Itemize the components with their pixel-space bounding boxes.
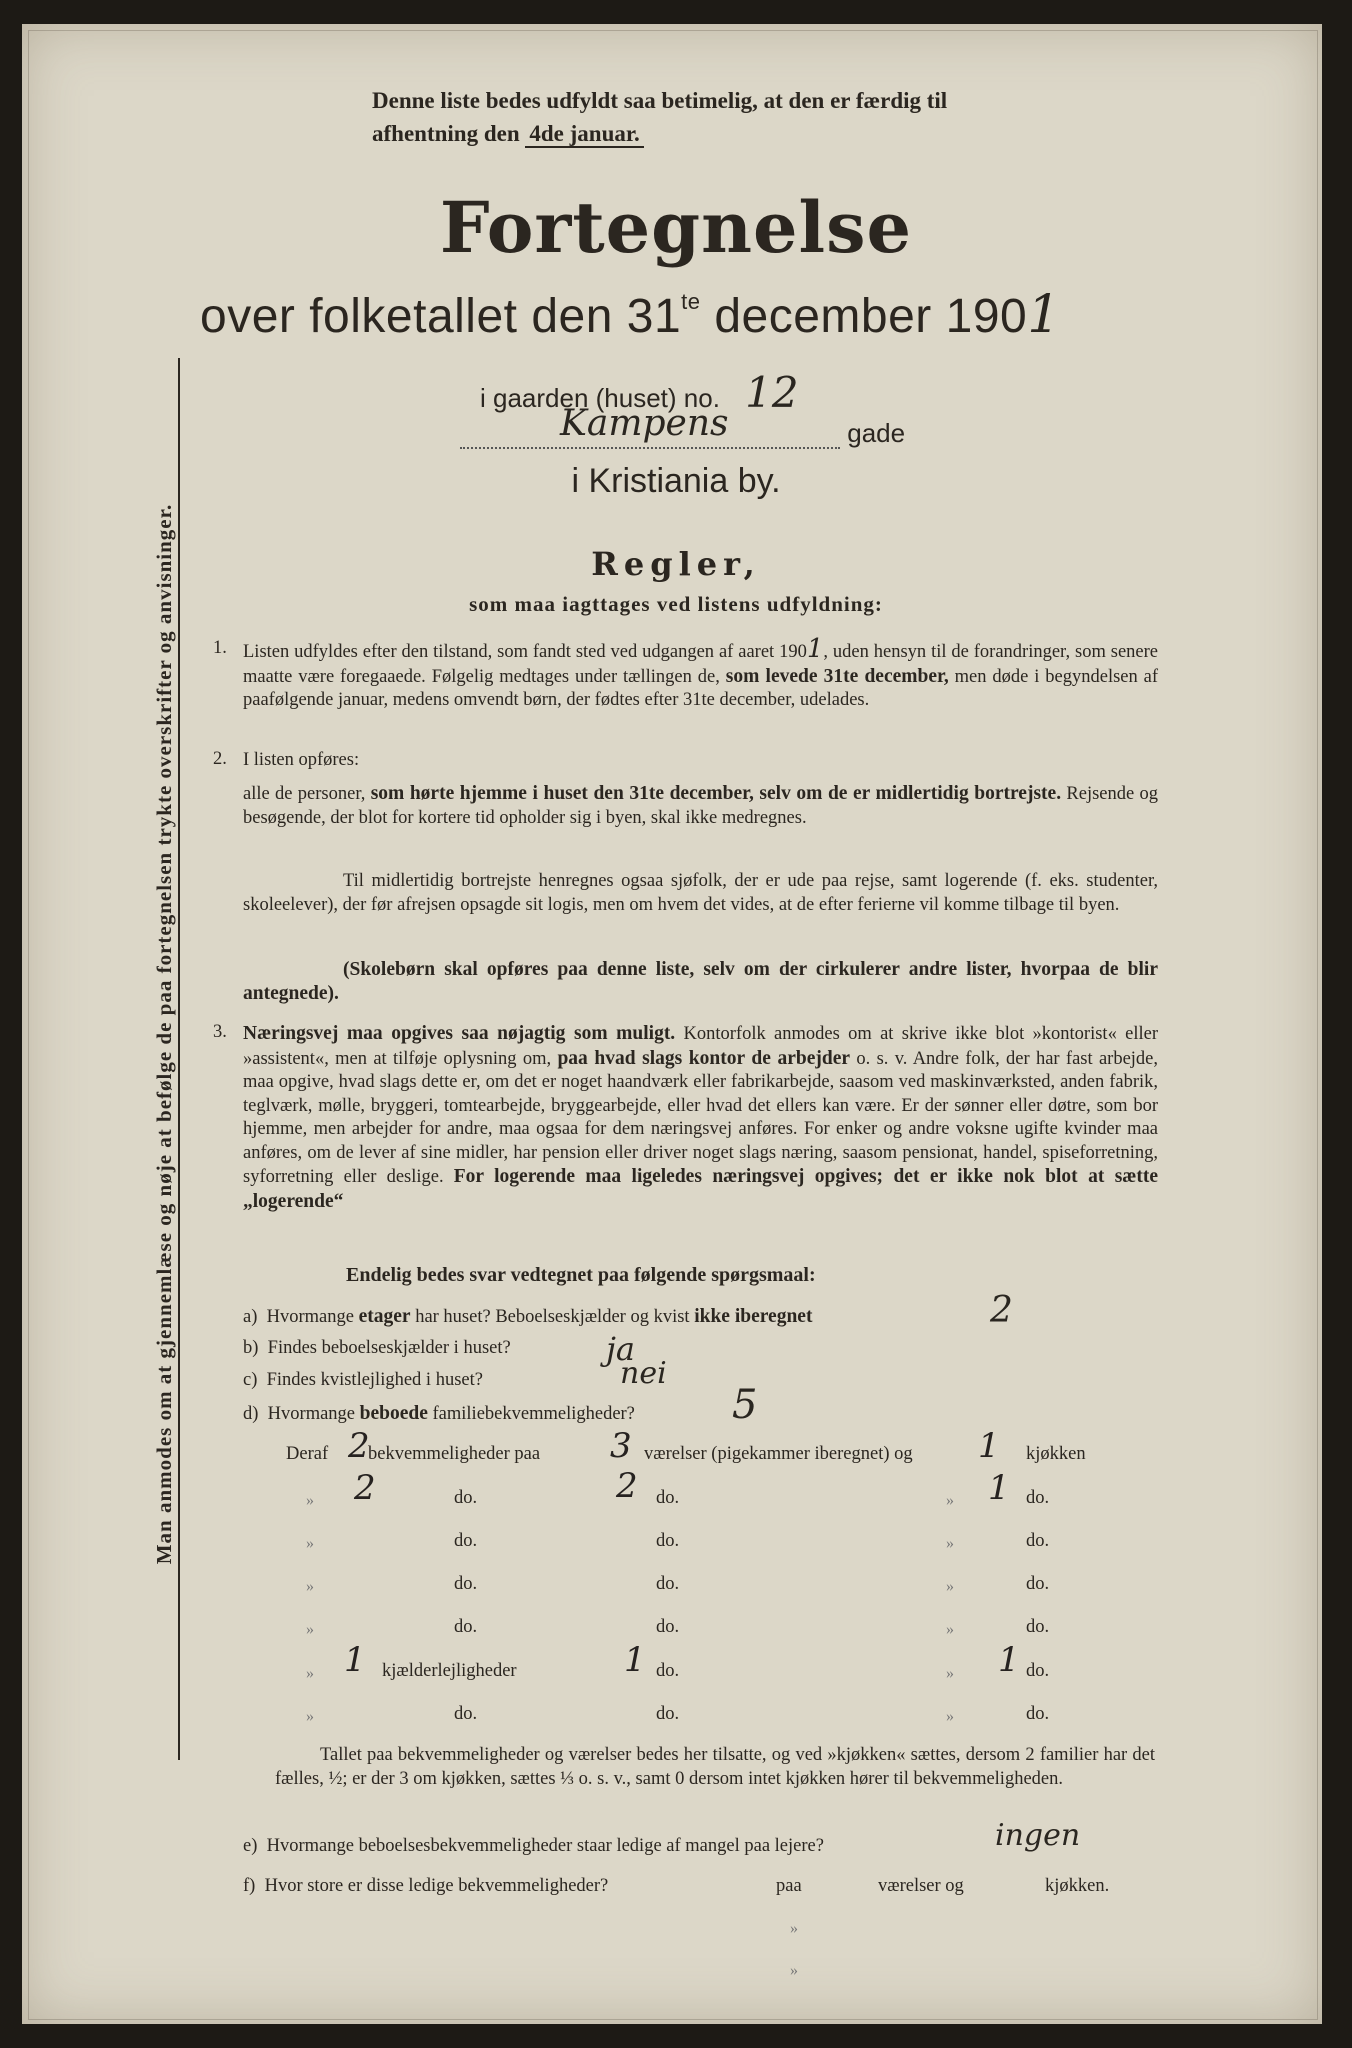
answer-c-handwritten: nei xyxy=(620,1356,667,1391)
question-c-text: Findes kvistlejlighed i huset? xyxy=(266,1370,483,1390)
question-d-part-1: Hvormange xyxy=(267,1404,356,1424)
rule-1-text xyxy=(243,634,1159,713)
dwelling-header-kjok: kjøkken xyxy=(1026,1444,1086,1464)
ditto-mark: » xyxy=(306,1665,314,1682)
pickup-notice xyxy=(372,84,1172,150)
subtitle-prefix: over folketallet den 31 xyxy=(200,290,682,343)
answer-e-handwritten: ingen xyxy=(995,1818,1081,1853)
dwelling-header-vaer: værelser (pigekammer iberegnet) og xyxy=(644,1444,913,1464)
rule-3-bold-2: paa hvad slags kontor de arbejder xyxy=(557,1047,851,1069)
census-subtitle xyxy=(200,285,1160,345)
rule-2-bold: som hørte hjemme i huset den 31te december, selv om de er midlertidig bortrejste. xyxy=(370,783,1062,804)
dwelling-table xyxy=(286,1426,1156,1725)
question-f-label: f) xyxy=(243,1876,256,1896)
question-f-kjokken: kjøkken. xyxy=(1045,1876,1110,1896)
house-number-handwritten: 12 xyxy=(745,368,799,417)
question-f-paa: paa xyxy=(776,1876,802,1896)
deadline-date: 4de januar. xyxy=(525,121,643,148)
ditto-label: do. xyxy=(454,1617,478,1637)
ditto-mark: » xyxy=(946,1665,954,1682)
answer-d-handwritten: 5 xyxy=(732,1382,758,1428)
rule-3-bold-1: Næringsvej maa opgives saa nøjagtig som muligt. xyxy=(243,1023,676,1044)
rules-title: Regler, xyxy=(591,545,761,583)
dwelling-row-1-rooms: 3 xyxy=(610,1426,632,1466)
ditto-label: do. xyxy=(1026,1617,1050,1637)
question-d-label: d) xyxy=(243,1404,259,1424)
dwelling-row-1-kitchen: 1 xyxy=(978,1426,1000,1466)
dwelling-header-bekv: bekvemmeligheder paa xyxy=(368,1444,541,1464)
page-title: Fortegnelse xyxy=(439,186,913,269)
dwelling-row-6-rooms: 1 xyxy=(624,1640,646,1680)
rule-1-number: 1. xyxy=(213,638,227,658)
question-a xyxy=(243,1306,812,1328)
question-a-part-1: Hvormange xyxy=(266,1307,354,1327)
question-b-label: b) xyxy=(243,1338,259,1358)
notice-line-2: afhentning den xyxy=(372,121,520,146)
ditto-mark: » xyxy=(790,1920,798,1937)
ditto-label: do. xyxy=(656,1488,680,1508)
rule-3-text xyxy=(243,1022,1158,1214)
ditto-label: do. xyxy=(656,1617,680,1637)
rule-1-part-3: men døde i begyndelsen af paafølgende januar, medens omvendt børn, der fødtes efter 31te december, udelades. xyxy=(243,666,1159,710)
question-c xyxy=(243,1370,483,1391)
dwelling-row-2-count: 2 xyxy=(354,1468,376,1508)
rule-3-part-2: o. s. v. Andre folk, der har fast arbejde, maa opgive, hvad slags dette er, om det er noget haandværk eller fabrikarbejde, saasom ved maskinværksted, anden fabrik, teglværk, mølle, bryggeri, tomtearbejde, bryggearbejde, eller hvad det ellers kan være. Er der sønner eller døtre, som bor hjemme, men arbejder for andre, maa ogsaa for dem næringsvej anføres. For enker og andre voksne ugifte kvinder maa anføres, om de lever af sine midler, har pension eller driver noget slags næring, saasom pensionat, handel, spiseforretning, syforretning eller deslige. xyxy=(243,1048,1159,1187)
street-suffix: gade xyxy=(847,418,906,448)
ditto-label: do. xyxy=(1026,1488,1050,1508)
question-d-bold: beboede xyxy=(359,1403,428,1424)
rule-2-para-3: (Skolebørn skal opføres paa denne liste, selv om der cirkulerer andre lister, hvorpaa de blir antegnede). xyxy=(243,959,1158,1004)
dwelling-row-2-rooms: 2 xyxy=(616,1466,638,1506)
ditto-label: do. xyxy=(656,1661,680,1681)
questions-intro: Endelig bedes svar vedtegnet paa følgende spørgsmaal: xyxy=(346,1264,816,1286)
ditto-mark: » xyxy=(790,1962,798,1979)
question-b xyxy=(243,1338,511,1359)
answer-b-handwritten: ja xyxy=(606,1330,635,1368)
cellar-label: kjælderlejligheder xyxy=(382,1661,517,1681)
street-dotted-field xyxy=(460,403,840,449)
question-e xyxy=(243,1836,824,1857)
question-f-vaerelser: værelser og xyxy=(878,1876,964,1896)
subtitle-suffix: december 190 xyxy=(714,290,1028,343)
ditto-label: do. xyxy=(656,1704,680,1724)
ditto-mark: » xyxy=(306,1708,314,1725)
question-f xyxy=(243,1876,608,1897)
question-a-bold-1: etager xyxy=(358,1306,411,1327)
handwritten-year: 1 xyxy=(1027,285,1061,345)
rule-2-part-2: Rejsende og besøgende, der blot for kortere tid opholder sig i byen, skal ikke medregnes. xyxy=(243,784,1159,828)
ditto-mark: » xyxy=(946,1621,954,1638)
rule-2-part-1: alle de personer, xyxy=(243,784,366,804)
dwelling-row-6-kitchen: 1 xyxy=(998,1640,1020,1680)
ditto-mark: » xyxy=(306,1492,314,1509)
rule-2-para-2: Til midlertidig bortrejste henregnes ogsaa sjøfolk, der er ude paa rejse, samt logerende (f. eks. studenter, skoleelever), der før afrejsen opsagde sit logis, men om hvem det vides, at de efter ferierne vil komme tilbage til byen. xyxy=(243,871,1158,915)
question-d-part-2: familiebekvemmeligheder? xyxy=(432,1404,635,1424)
sidebar-instruction: Man anmodes om at gjennemlæse og nøje at befølge de paa fortegnelsen trykte overskrifter og anvisninger. xyxy=(152,503,176,1565)
ditto-label: do. xyxy=(454,1531,478,1551)
rule-3-number: 3. xyxy=(213,1022,227,1042)
ditto-label: do. xyxy=(656,1531,680,1551)
house-label: i gaarden (huset) no. xyxy=(480,383,720,413)
dwelling-row-2-kitchen: 1 xyxy=(988,1468,1010,1508)
question-a-part-2: har huset? Beboelseskjælder og kvist xyxy=(415,1307,690,1327)
rule-3-part-1: Kontorfolk anmodes om at skrive ikke blot »kontorist« eller »assistent«, men at tilføje oplysning om, xyxy=(243,1024,1158,1069)
ditto-mark: » xyxy=(306,1578,314,1595)
ditto-label: do. xyxy=(1026,1531,1050,1551)
question-d xyxy=(243,1403,635,1425)
rule-2-intro: I listen opføres: xyxy=(243,750,360,770)
question-a-label: a) xyxy=(243,1307,258,1327)
ditto-label: do. xyxy=(454,1574,478,1594)
ditto-mark: » xyxy=(306,1535,314,1552)
notice-line-1: Denne liste bedes udfyldt saa betimelig, at den er færdig til xyxy=(372,88,948,113)
question-b-text: Findes beboelseskjælder i huset? xyxy=(267,1338,511,1358)
street-name-handwritten: Kampens xyxy=(560,403,729,444)
answer-a-handwritten: 2 xyxy=(990,1290,1013,1331)
dwelling-row-1-count: 2 xyxy=(348,1426,370,1466)
ditto-label: do. xyxy=(454,1704,478,1724)
ditto-label: do. xyxy=(1026,1661,1050,1681)
rule-1-part-2: , uden hensyn til de forandringer, som senere maatte være foregaaede. Følgelig medtages under tællingen de, xyxy=(243,642,1158,687)
rule-2-text xyxy=(243,782,1158,830)
dwelling-header-deraf: Deraf xyxy=(286,1444,329,1464)
question-a-bold-2: ikke iberegnet xyxy=(694,1306,813,1327)
rule-1-bold: som levede 31te december, xyxy=(725,665,949,687)
street-line xyxy=(460,403,906,449)
question-e-text: Hvormange beboelsesbekvemmeligheder staar ledige af mangel paa lejere? xyxy=(266,1836,824,1856)
question-f-text: Hvor store er disse ledige bekvemmeligheder? xyxy=(264,1876,609,1896)
ditto-mark: » xyxy=(946,1708,954,1725)
dwelling-row-6-count: 1 xyxy=(344,1640,366,1680)
ditto-label: do. xyxy=(454,1488,478,1508)
rule-1-part-1: Listen udfyldes efter den tilstand, som fandt sted ved udgangen af aaret 190 xyxy=(243,642,807,662)
city-line: i Kristiania by. xyxy=(571,462,781,500)
rule-3-bold-3: For logerende maa ligeledes næringsvej opgives; det er ikke nok blot at sætte „logerende“ xyxy=(243,1166,1159,1212)
ditto-mark: » xyxy=(946,1535,954,1552)
dwelling-note: Tallet paa bekvemmeligheder og værelser bedes her tilsatte, og ved »kjøkken« sættes, dersom 2 familier har det fælles, ½; er der 3 om kjøkken, sættes ⅓ o. s. v., samt 0 dersom intet kjøkken hører til bekvemmeligheden. xyxy=(275,1745,1155,1789)
ditto-mark: » xyxy=(306,1621,314,1638)
ditto-label: do. xyxy=(1026,1704,1050,1724)
rule-1-handwritten-year: 1 xyxy=(806,634,824,664)
question-e-label: e) xyxy=(243,1836,258,1856)
ditto-mark: » xyxy=(946,1492,954,1509)
ditto-mark: » xyxy=(946,1578,954,1595)
question-c-label: c) xyxy=(243,1370,258,1390)
ditto-label: do. xyxy=(1026,1574,1050,1594)
rule-2-number: 2. xyxy=(213,749,227,769)
rules-subtitle: som maa iagttages ved listens udfyldning: xyxy=(469,592,883,616)
ditto-label: do. xyxy=(656,1574,680,1594)
subtitle-sup: te xyxy=(681,289,701,314)
